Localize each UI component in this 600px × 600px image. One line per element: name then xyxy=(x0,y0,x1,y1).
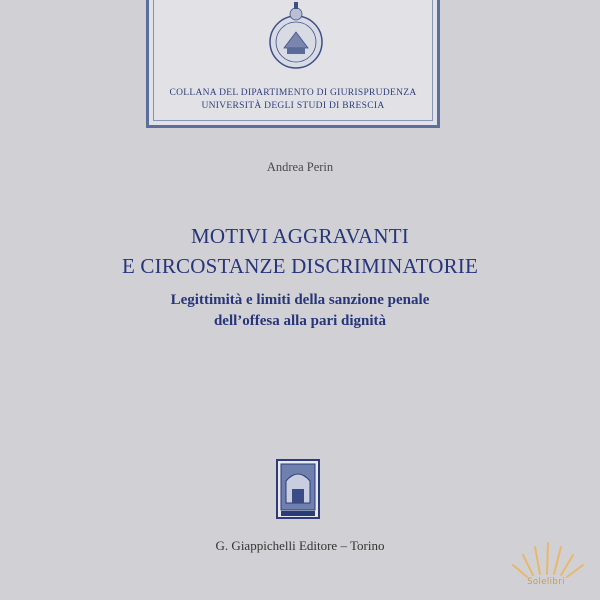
solelibri-watermark xyxy=(505,535,587,591)
giappichelli-logo-icon xyxy=(276,459,320,519)
book-title-line-2: E CIRCOSTANZE DISCRIMINATORIE xyxy=(121,254,479,278)
university-seal-icon xyxy=(267,2,325,74)
solelibri-wordmark: Solelibri xyxy=(527,577,565,587)
series-name: COLLANA DEL DIPARTIMENTO DI GIURISPRUDENZA xyxy=(169,88,417,98)
university-name: UNIVERSITÀ DEGLI STUDI DI BRESCIA xyxy=(201,101,385,111)
series-frame xyxy=(146,0,440,128)
solelibri-sun-logo xyxy=(505,535,587,579)
author-name: Andrea Perin xyxy=(266,160,334,174)
book-title-line-1: MOTIVI AGGRAVANTI xyxy=(191,224,409,248)
publisher-name: G. Giappichelli Editore – Torino xyxy=(215,538,385,553)
book-subtitle-line-2: dell’offesa alla pari dignità xyxy=(213,313,387,329)
book-subtitle-line-1: Legittimità e limiti della sanzione penale xyxy=(170,292,430,308)
